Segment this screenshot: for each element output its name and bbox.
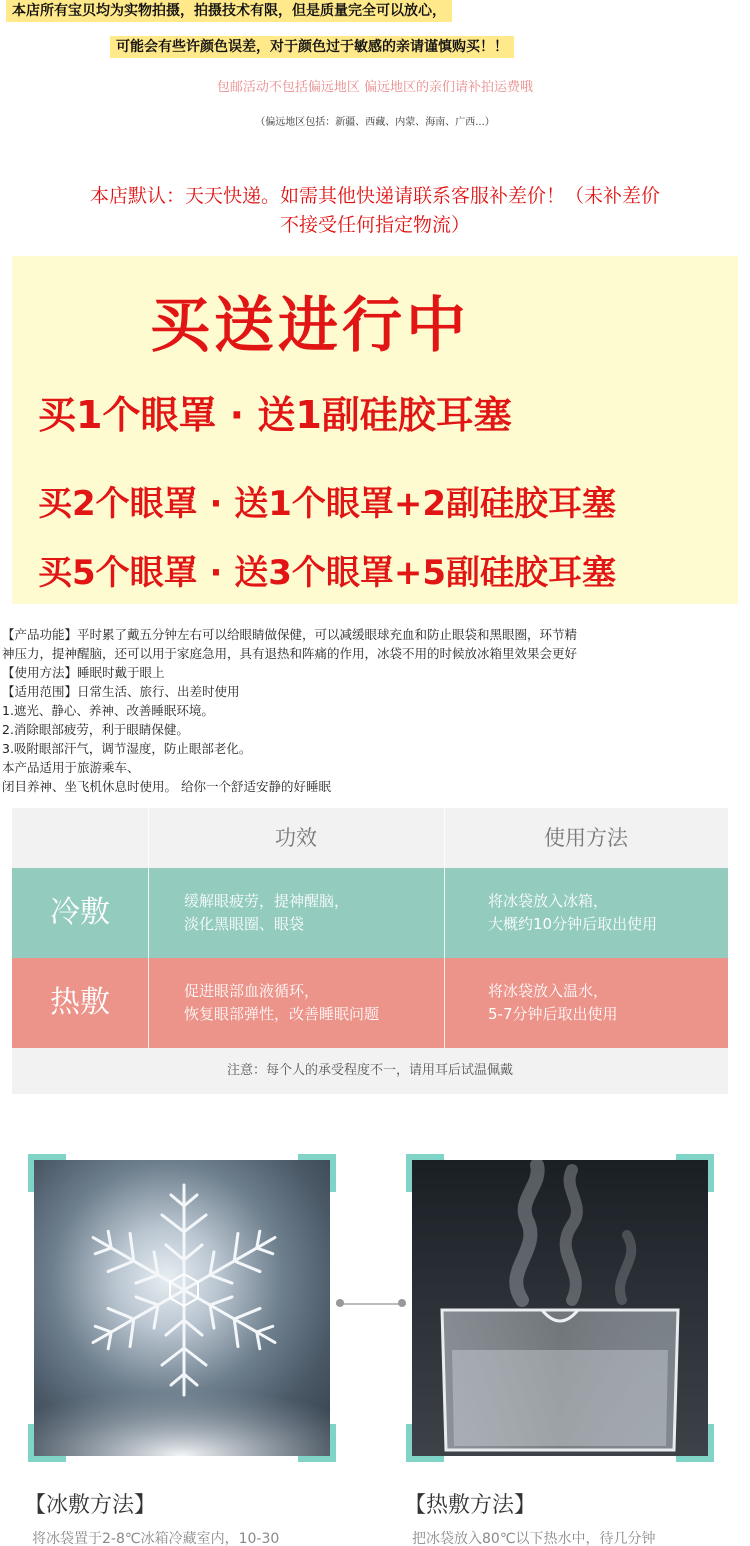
row-label-cold: 冷敷 — [50, 895, 110, 930]
table-row-cold — [12, 868, 728, 958]
hot-corner-br — [676, 1424, 714, 1462]
notice-remote-regions: （偏远地区包括：新疆、西藏、内蒙、海南、广西...） — [255, 117, 495, 128]
table-header — [12, 808, 728, 868]
row-label-hot: 热敷 — [50, 985, 110, 1020]
header-effect: 功效 — [275, 826, 317, 850]
table-note: 注意：每个人的承受程度不一，请用耳后试温佩戴 — [12, 1048, 728, 1094]
promo-title: 买送进行中 — [150, 291, 470, 361]
hot-corner-tl — [406, 1154, 444, 1192]
photo-connector — [336, 1303, 406, 1305]
compress-table — [12, 808, 728, 1094]
hot-method-line: 将冰袋放入温水， — [488, 982, 609, 1000]
connector-dot — [336, 1299, 344, 1307]
cold-method-line: 将冰袋放入冰箱， — [488, 892, 609, 910]
cold-effect-line: 缓解眼疲劳，提神醒脑， — [184, 892, 350, 910]
promo-offer-3: 买5个眼罩 · 送3个眼罩+5副硅胶耳塞 — [38, 553, 617, 593]
express-line-1: 本店默认：天天快递。如需其他快递请联系客服补差价！（未补差价 — [89, 185, 660, 207]
express-notice — [0, 182, 750, 240]
express-line-2: 不接受任何指定物流） — [279, 214, 470, 236]
table-row-hot — [12, 958, 728, 1048]
description-line: 本产品适用于旅游乘车、 — [2, 760, 140, 775]
notice-color-difference: 可能会有些许颜色误差，对于颜色过于敏感的亲请谨慎购买！！ — [110, 36, 514, 58]
cold-effect-line: 淡化黑眼圈、眼袋 — [184, 915, 305, 933]
hot-corner-tr — [676, 1154, 714, 1192]
description-line: 神压力，提神醒脑，还可以用于家庭急用，具有退热和阵痛的作用，冰袋不用的时候放冰箱里效果会更好 — [2, 646, 578, 661]
description-line: 1.遮光、静心、养神、改善睡眠环境。 — [2, 703, 214, 718]
hot-corner-bl — [406, 1424, 444, 1462]
description-line: 【适用范围】日常生活、旅行、出差时使用 — [2, 684, 240, 699]
cold-effect — [184, 868, 434, 958]
table-divider — [444, 808, 445, 1048]
hot-effect — [184, 958, 434, 1048]
cold-corner-bl — [28, 1424, 66, 1462]
beaker-icon — [412, 1160, 708, 1456]
hot-water-image — [412, 1160, 708, 1456]
promo-offer-1: 买1个眼罩 · 送1副硅胶耳塞 — [38, 393, 512, 437]
cold-corner-tr — [298, 1154, 336, 1192]
connector-dot — [398, 1299, 406, 1307]
hot-method-text: 把冰袋放入80℃以下热水中，待几分钟 — [412, 1531, 656, 1546]
cold-method-title: 【冰敷方法】 — [24, 1493, 157, 1518]
notice-photo-quality: 本店所有宝贝均为实物拍摄，拍摄技术有限，但是质量完全可以放心， — [6, 0, 452, 22]
table-divider — [148, 808, 149, 1048]
description-line: 3.吸附眼部汗气，调节湿度，防止眼部老化。 — [2, 741, 252, 756]
cold-corner-tl — [28, 1154, 66, 1192]
cold-method — [488, 868, 718, 958]
description-line: 【使用方法】睡眠时戴于眼上 — [2, 665, 165, 680]
cold-corner-br — [298, 1424, 336, 1462]
hot-effect-line: 恢复眼部弹性，改善睡眠问题 — [184, 1005, 380, 1023]
description-line: 2.消除眼部疲劳，利于眼睛保健。 — [2, 722, 189, 737]
hot-method — [488, 958, 718, 1048]
description-line: 【产品功能】平时累了戴五分钟左右可以给眼睛做保健，可以减缓眼球充血和防止眼袋和黑眼圈，环节精 — [2, 627, 578, 642]
cold-method-line: 大概约10分钟后取出使用 — [488, 915, 658, 933]
product-description — [2, 625, 748, 796]
header-method: 使用方法 — [544, 826, 628, 850]
hot-effect-line: 促进眼部血液循环， — [184, 982, 320, 1000]
snowflake-image — [34, 1160, 330, 1456]
description-line: 闭目养神、坐飞机休息时使用。 给你一个舒适安静的好睡眠 — [2, 779, 331, 794]
hot-method-title: 【热敷方法】 — [404, 1493, 537, 1518]
hot-method-line: 5-7分钟后取出使用 — [488, 1005, 618, 1023]
cold-method-text: 将冰袋置于2-8℃冰箱冷藏室内，10-30 — [32, 1531, 280, 1546]
notice-free-shipping: 包邮活动不包括偏远地区 偏远地区的亲们请补拍运费哦 — [216, 80, 534, 95]
snowflake-icon — [34, 1160, 330, 1456]
promo-offer-2: 买2个眼罩 · 送1个眼罩+2副硅胶耳塞 — [38, 484, 617, 524]
